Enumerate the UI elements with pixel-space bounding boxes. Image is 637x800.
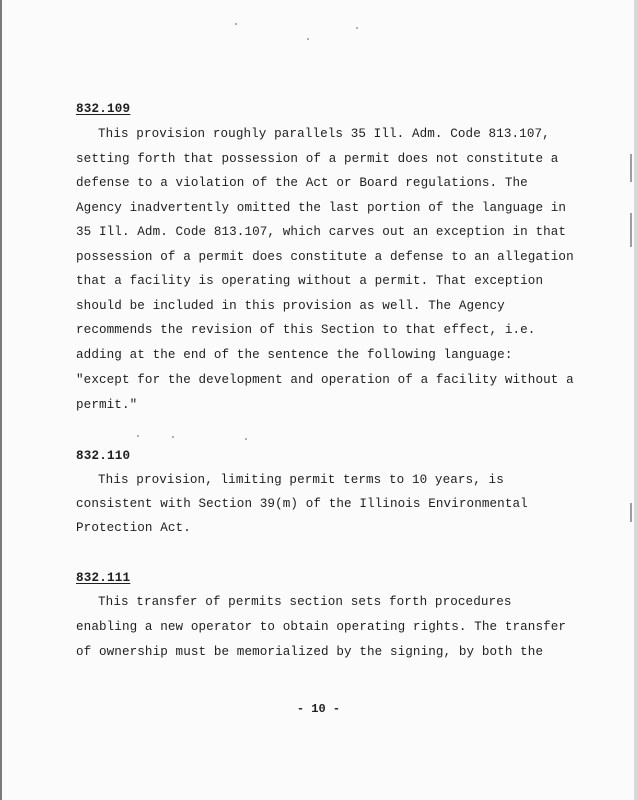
- paragraph-line: consistent with Section 39(m) of the Illinois Environmental: [76, 497, 528, 511]
- section-heading-832-111: 832.111: [76, 571, 131, 585]
- paragraph-line: that a facility is operating without a permit. That exception: [76, 274, 544, 288]
- paragraph-line: possession of a permit does constitute a defense to an allegation: [76, 250, 574, 264]
- scan-margin-mark: [630, 213, 632, 247]
- scan-left-edge: [0, 0, 2, 800]
- scan-speck: [307, 38, 309, 40]
- paragraph-line: setting forth that possession of a permit does not constitute a: [76, 152, 559, 166]
- paragraph-line: This provision, limiting permit terms to 10 years, is: [98, 473, 504, 487]
- paragraph-line: This transfer of permits section sets forth procedures: [98, 595, 512, 609]
- scan-speck: [356, 27, 358, 29]
- scan-margin-mark: [630, 154, 632, 182]
- paragraph-line: "except for the development and operation of a facility without a: [76, 373, 574, 387]
- page-number: - 10 -: [296, 702, 341, 716]
- section-heading-832-110: 832.110: [76, 449, 131, 463]
- paragraph-line: enabling a new operator to obtain operating rights. The transfer: [76, 620, 567, 634]
- scan-speck: [172, 436, 174, 438]
- paragraph-line: should be included in this provision as well. The Agency: [76, 299, 505, 313]
- paragraph-line: Agency inadvertently omitted the last portion of the language in: [76, 201, 567, 215]
- scan-margin-mark: [630, 503, 632, 522]
- scan-speck: [235, 23, 237, 25]
- scan-speck: [137, 435, 139, 437]
- paragraph-line: Protection Act.: [76, 521, 191, 535]
- section-heading-832-109: 832.109: [76, 102, 131, 116]
- paragraph-line: of ownership must be memorialized by the signing, by both the: [76, 645, 544, 659]
- paragraph-line: 35 Ill. Adm. Code 813.107, which carves out an exception in that: [76, 225, 567, 239]
- paragraph-line: adding at the end of the sentence the following language:: [76, 348, 513, 362]
- paragraph-line: recommends the revision of this Section to that effect, i.e.: [76, 323, 536, 337]
- paragraph-line: defense to a violation of the Act or Board regulations. The: [76, 176, 528, 190]
- paragraph-line: This provision roughly parallels 35 Ill. Adm. Code 813.107,: [98, 127, 550, 141]
- paragraph-line: permit.": [76, 398, 138, 412]
- scan-speck: [245, 438, 247, 440]
